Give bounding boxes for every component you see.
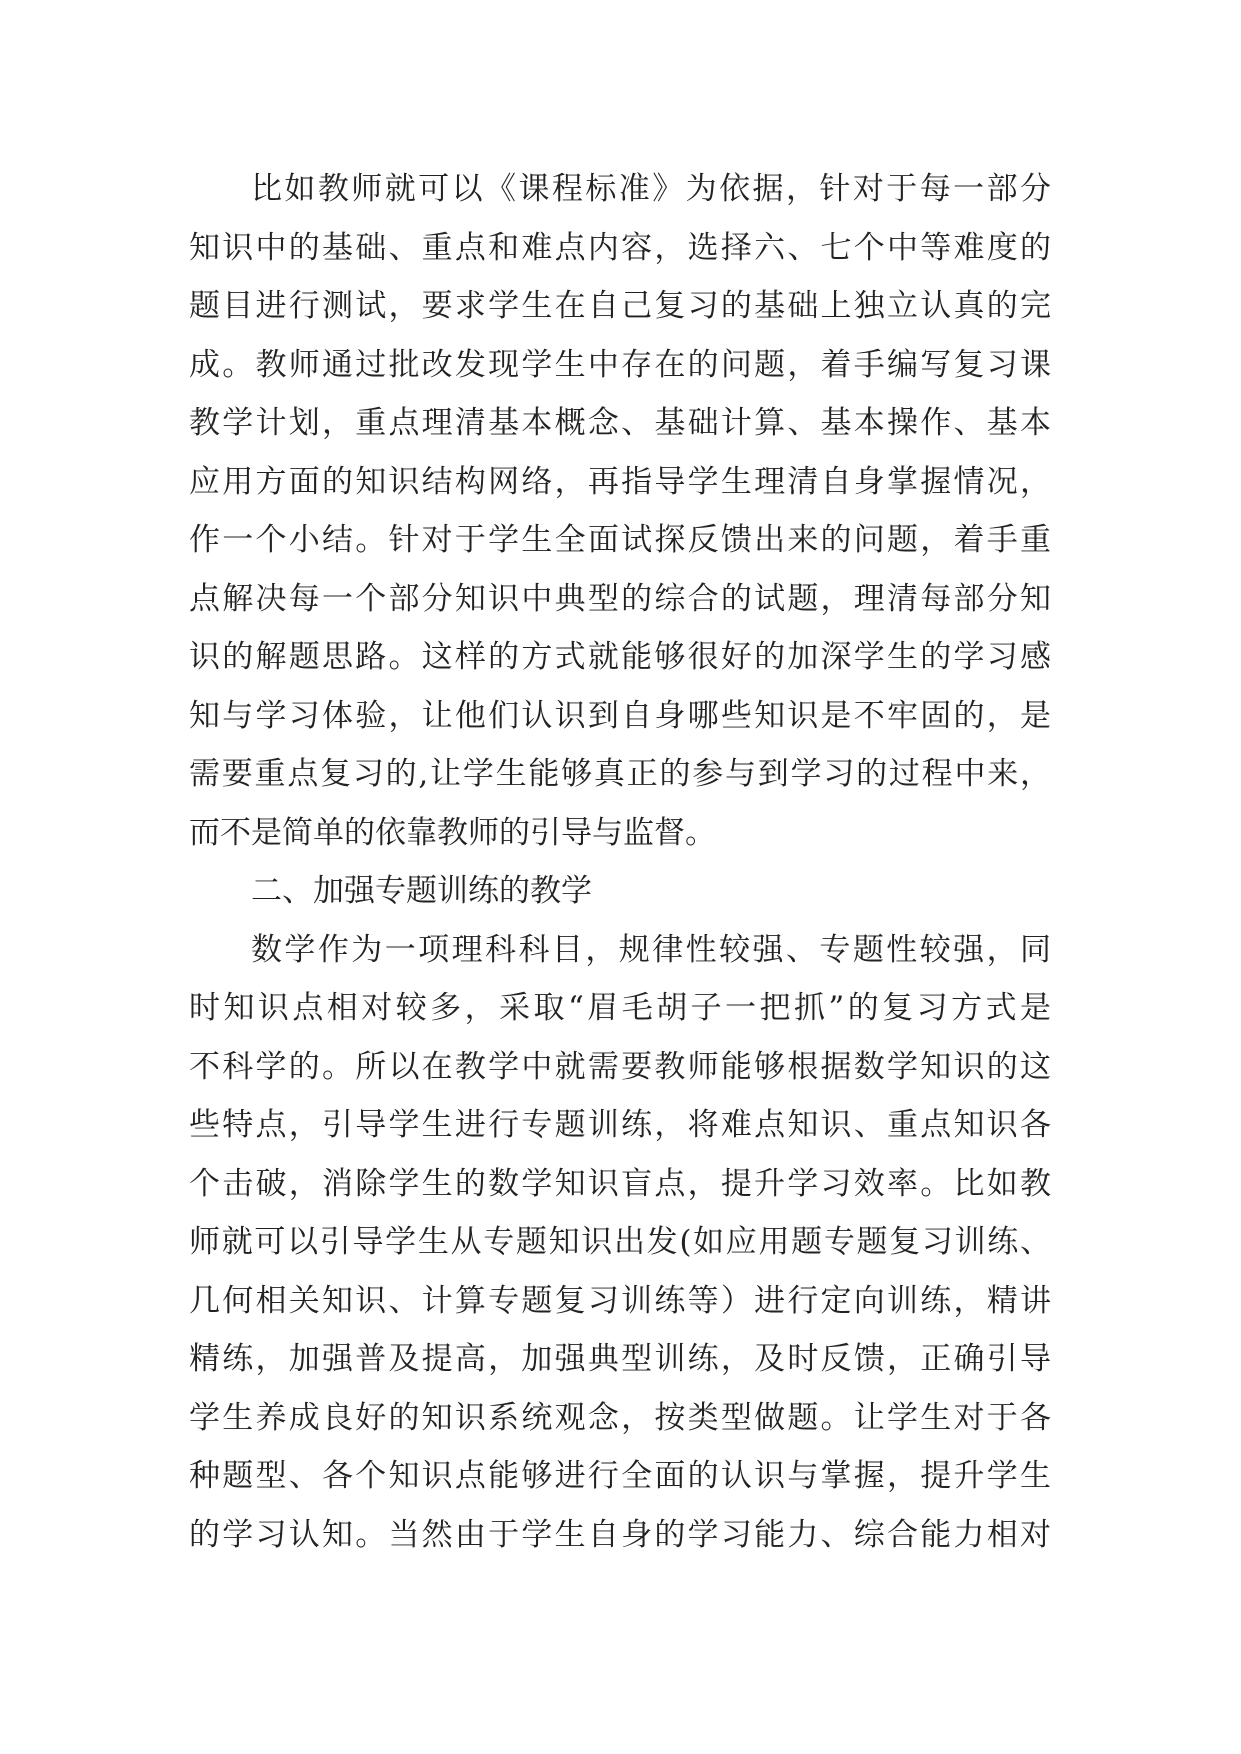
text-line: 题目进行测试，要求学生在自己复习的基础上独立认真的完 bbox=[189, 288, 1051, 324]
text-line: 精练，加强普及提高，加强典型训练，及时反馈，正确引导 bbox=[189, 1341, 1051, 1377]
text-line: 比如教师就可以《课程标准》为依据，针对于每一部分 bbox=[251, 171, 1051, 207]
text-line: 些特点，引导学生进行专题训练，将难点知识、重点知识各 bbox=[189, 1107, 1051, 1143]
paragraph bbox=[189, 160, 1051, 862]
section-heading bbox=[189, 862, 1051, 921]
text-line: 需要重点复习的,让学生能够真正的参与到学习的过程中来， bbox=[189, 756, 1051, 792]
text-line: 知与学习体验，让他们认识到自身哪些知识是不牢固的，是 bbox=[189, 697, 1051, 734]
document-body bbox=[189, 160, 1051, 1564]
heading-line: 二、加强专题训练的教学 bbox=[251, 873, 592, 909]
text-line: 师就可以引导学生从专题知识出发(如应用题专题复习训练、 bbox=[189, 1224, 1051, 1260]
text-line: 教学计划，重点理清基本概念、基础计算、基本操作、基本 bbox=[189, 405, 1051, 441]
text-line: 数学作为一项理科科目，规律性较强、专题性较强，同 bbox=[251, 931, 1051, 968]
text-line: 作一个小结。针对于学生全面试探反馈出来的问题，着手重 bbox=[189, 522, 1051, 558]
text-line: 的学习认知。当然由于学生自身的学习能力、综合能力相对 bbox=[189, 1516, 1051, 1553]
text-line: 学生养成良好的知识系统观念，按类型做题。让学生对于各 bbox=[189, 1399, 1051, 1436]
text-line: 个击破，消除学生的数学知识盲点，提升学习效率。比如教 bbox=[189, 1165, 1051, 1202]
text-line: 应用方面的知识结构网络，再指导学生理清自身掌握情况， bbox=[189, 463, 1051, 500]
text-line: 时知识点相对较多，采取“眉毛胡子一把抓”的复习方式是 bbox=[189, 990, 1051, 1026]
text-line: 知识中的基础、重点和难点内容，选择六、七个中等难度的 bbox=[189, 229, 1051, 266]
text-line: 不科学的。所以在教学中就需要教师能够根据数学知识的这 bbox=[189, 1048, 1051, 1085]
text-line: 种题型、各个知识点能够进行全面的认识与掌握，提升学生 bbox=[189, 1458, 1051, 1494]
text-line: 而不是简单的依靠教师的引导与监督。 bbox=[189, 814, 716, 851]
text-line: 几何相关知识、计算专题复习训练等）进行定向训练，精讲 bbox=[189, 1282, 1051, 1319]
text-line: 点解决每一个部分知识中典型的综合的试题，理清每部分知 bbox=[189, 580, 1051, 617]
text-line: 识的解题思路。这样的方式就能够很好的加深学生的学习感 bbox=[189, 639, 1051, 675]
text-line: 成。教师通过批改发现学生中存在的问题，着手编写复习课 bbox=[189, 346, 1051, 383]
paragraph bbox=[189, 921, 1051, 1565]
